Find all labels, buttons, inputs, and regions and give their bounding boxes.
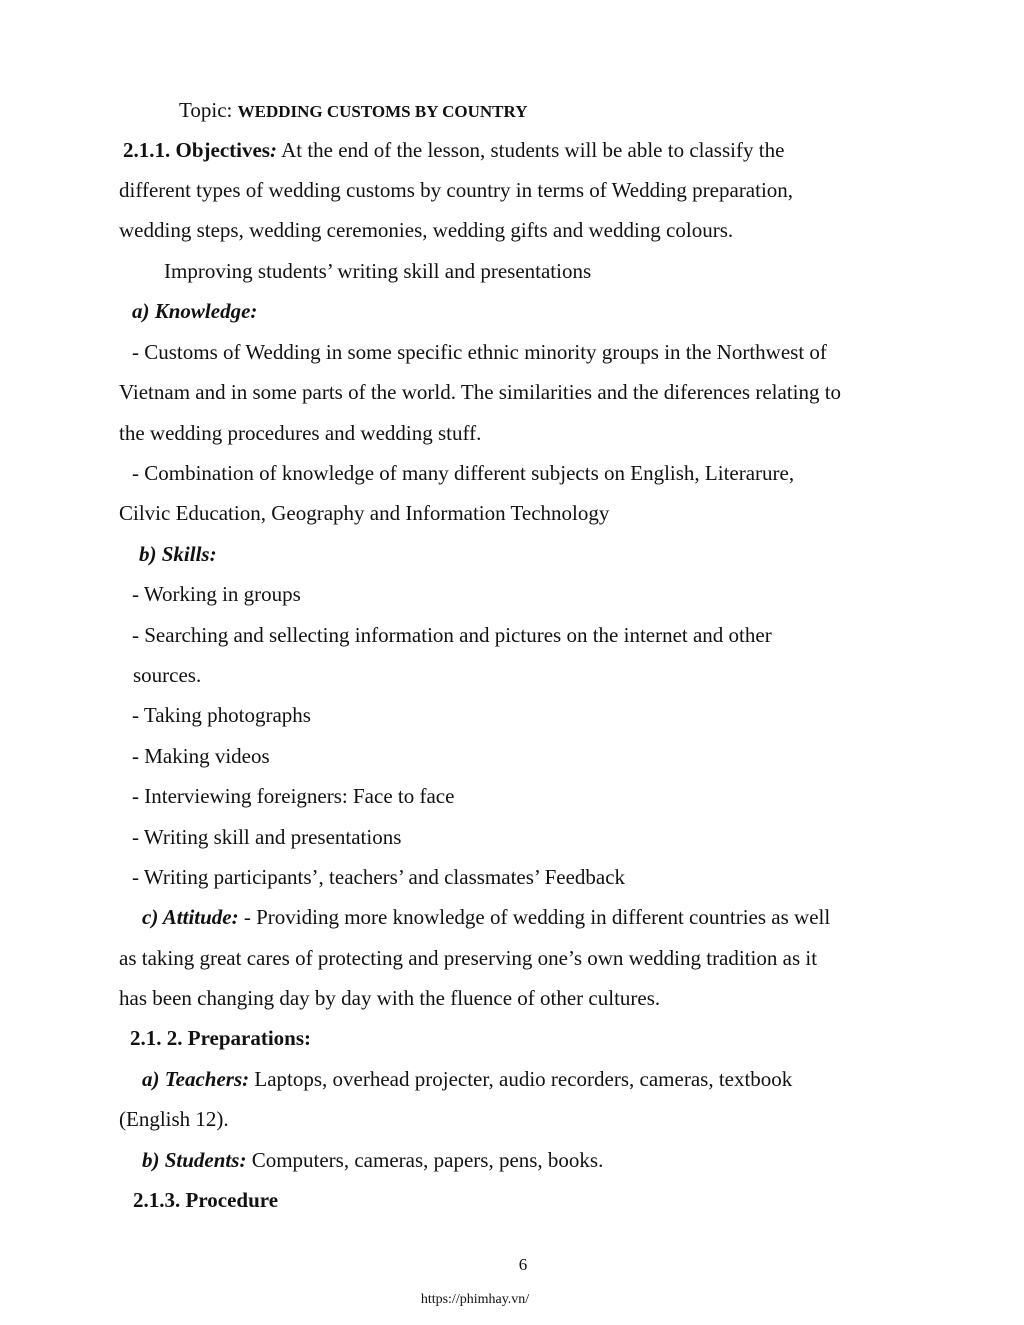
skills-item-6: - Writing skill and presentations xyxy=(132,825,402,849)
footer-url[interactable]: https://phimhay.vn/ xyxy=(420,1292,530,1307)
skills-item-1: - Working in groups xyxy=(132,582,301,606)
topic-line xyxy=(179,97,527,125)
attitude-line-2: as taking great cares of protecting and preserving one’s own wedding tradition as it xyxy=(119,946,818,970)
attitude-line-1 xyxy=(142,904,830,930)
topic-title: WEDDING CUSTOMS BY COUNTRY xyxy=(237,102,528,121)
skills-item-2: - Searching and sellecting information and pictures on the internet and other xyxy=(132,623,772,647)
students-text: Computers, cameras, papers, pens, books. xyxy=(246,1148,604,1172)
objectives-line-1 xyxy=(123,137,784,163)
teachers-label: a) Teachers: xyxy=(142,1067,250,1091)
skills-heading: b) Skills: xyxy=(139,542,217,566)
teachers-line-1 xyxy=(142,1066,792,1092)
procedure-heading: 2.1.3. Procedure xyxy=(133,1188,279,1212)
objectives-colon: : xyxy=(269,138,277,162)
objectives-heading: 2.1.1. Objectives xyxy=(123,138,270,162)
knowledge-line-2: Vietnam and in some parts of the world. The similarities and the diferences relating to xyxy=(119,380,842,404)
knowledge-line-4: - Combination of knowledge of many different subjects on English, Literarure, xyxy=(132,461,795,485)
attitude-heading: c) Attitude: xyxy=(142,905,239,929)
attitude-line-3: has been changing day by day with the fluence of other cultures. xyxy=(119,986,661,1010)
teachers-line-2: (English 12). xyxy=(119,1107,229,1131)
students-label: b) Students: xyxy=(142,1148,247,1172)
objectives-line-3: wedding steps, wedding ceremonies, wedding gifts and wedding colours. xyxy=(119,218,734,242)
students-line xyxy=(142,1147,603,1173)
knowledge-line-3: the wedding procedures and wedding stuff. xyxy=(119,421,482,445)
attitude-text-1: - Providing more knowledge of wedding in different countries as well xyxy=(238,905,831,929)
objectives-line-2: different types of wedding customs by country in terms of Wedding preparation, xyxy=(119,178,794,202)
knowledge-line-5: Cilvic Education, Geography and Information Technology xyxy=(119,501,610,525)
skills-item-3: - Taking photographs xyxy=(132,703,311,727)
knowledge-line-1: - Customs of Wedding in some specific ethnic minority groups in the Northwest of xyxy=(132,340,827,364)
objectives-line-4: Improving students’ writing skill and presentations xyxy=(164,259,592,283)
skills-item-4: - Making videos xyxy=(132,744,270,768)
objectives-text-1: At the end of the lesson, students will be able to classify the xyxy=(276,138,785,162)
topic-label: Topic: xyxy=(179,98,238,122)
page-number: 6 xyxy=(518,1255,528,1274)
preparations-heading: 2.1. 2. Preparations: xyxy=(130,1026,312,1050)
teachers-text: Laptops, overhead projecter, audio recorders, cameras, textbook xyxy=(249,1067,793,1091)
knowledge-heading: a) Knowledge: xyxy=(132,299,258,323)
skills-item-2-cont: sources. xyxy=(133,663,202,687)
skills-item-5: - Interviewing foreigners: Face to face xyxy=(132,784,455,808)
skills-item-7: - Writing participants’, teachers’ and classmates’ Feedback xyxy=(132,865,626,889)
